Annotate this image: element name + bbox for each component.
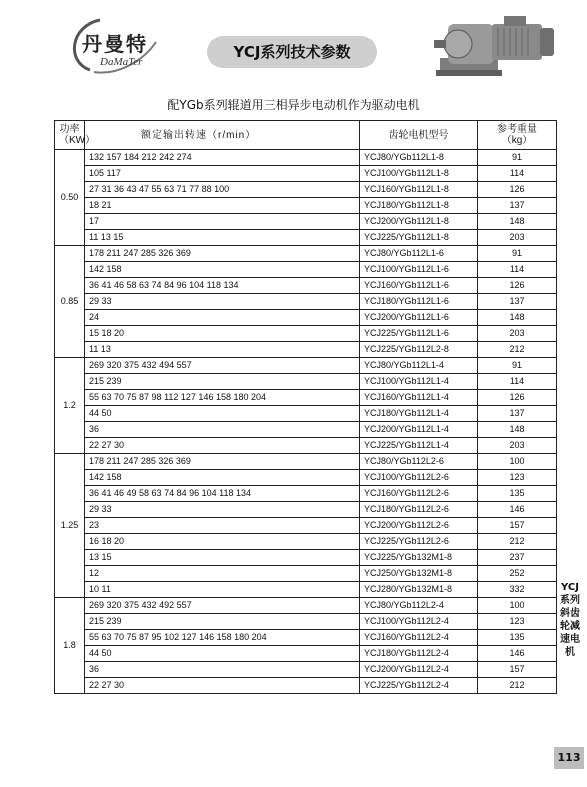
weight-cell: 212	[478, 534, 557, 550]
model-cell: YCJ180/YGb112L2-4	[360, 646, 478, 662]
table-row	[55, 486, 557, 502]
table-row	[55, 182, 557, 198]
logo-english-text: DaMaTer	[100, 56, 143, 68]
section-banner: YCJ系列技术参数	[207, 36, 377, 68]
table-row	[55, 342, 557, 358]
model-cell: YCJ225/YGb112L1-6	[360, 326, 478, 342]
table-row	[55, 566, 557, 582]
speed-cell: 105 117	[85, 166, 360, 182]
table-row	[55, 198, 557, 214]
power-cell: 0.85	[55, 246, 85, 358]
weight-cell: 203	[478, 438, 557, 454]
table-header-row	[55, 121, 557, 150]
weight-cell: 114	[478, 262, 557, 278]
table-row	[55, 246, 557, 262]
weight-cell: 157	[478, 518, 557, 534]
speed-cell: 44 50	[85, 646, 360, 662]
model-cell: YCJ100/YGb112L2-6	[360, 470, 478, 486]
speed-cell: 13 15	[85, 550, 360, 566]
speed-cell: 22 27 30	[85, 678, 360, 694]
speed-cell: 269 320 375 432 494 557	[85, 358, 360, 374]
table-row	[55, 598, 557, 614]
weight-cell: 148	[478, 422, 557, 438]
power-cell: 1.2	[55, 358, 85, 454]
model-cell: YCJ225/YGb112L2-4	[360, 678, 478, 694]
model-cell: YCJ225/YGb112L1-4	[360, 438, 478, 454]
speed-cell: 11 13 15	[85, 230, 360, 246]
model-cell: YCJ180/YGb112L2-6	[360, 502, 478, 518]
speed-cell: 55 63 70 75 87 95 102 127 146 158 180 204	[85, 630, 360, 646]
weight-cell: 148	[478, 214, 557, 230]
logo-chinese-text: 丹曼特	[82, 32, 148, 56]
model-cell: YCJ200/YGb112L2-6	[360, 518, 478, 534]
table-row	[55, 214, 557, 230]
weight-cell: 332	[478, 582, 557, 598]
model-cell: YCJ200/YGb112L1-6	[360, 310, 478, 326]
speed-cell: 12	[85, 566, 360, 582]
model-cell: YCJ225/YGb112L1-8	[360, 230, 478, 246]
model-cell: YCJ100/YGb112L1-8	[360, 166, 478, 182]
weight-cell: 126	[478, 390, 557, 406]
table-row	[55, 374, 557, 390]
table-row	[55, 582, 557, 598]
speed-cell: 44 50	[85, 406, 360, 422]
weight-cell: 91	[478, 358, 557, 374]
power-cell: 1.25	[55, 454, 85, 598]
weight-cell: 237	[478, 550, 557, 566]
spec-table-body	[55, 150, 557, 694]
speed-cell: 269 320 375 432 492 557	[85, 598, 360, 614]
model-cell: YCJ180/YGb112L1-4	[360, 406, 478, 422]
speed-cell: 55 63 70 75 87 98 112 127 146 158 180 204	[85, 390, 360, 406]
weight-cell: 123	[478, 614, 557, 630]
header-power	[55, 121, 96, 150]
weight-cell: 126	[478, 278, 557, 294]
weight-cell: 114	[478, 166, 557, 182]
model-cell: YCJ225/YGb112L2-6	[360, 534, 478, 550]
table-row	[55, 230, 557, 246]
table-row	[55, 662, 557, 678]
model-cell: YCJ160/YGb112L1-6	[360, 278, 478, 294]
speed-cell: 132 157 184 212 242 274	[85, 150, 360, 166]
weight-cell: 114	[478, 374, 557, 390]
table-row	[55, 262, 557, 278]
model-cell: YCJ80/YGb112L1-6	[360, 246, 478, 262]
weight-cell: 212	[478, 342, 557, 358]
speed-cell: 178 211 247 285 326 369	[85, 454, 360, 470]
weight-cell: 146	[478, 646, 557, 662]
table-row	[55, 422, 557, 438]
spec-table	[54, 120, 557, 694]
model-cell: YCJ225/YGb132M1-8	[360, 550, 478, 566]
weight-cell: 100	[478, 598, 557, 614]
model-cell: YCJ180/YGb112L1-6	[360, 294, 478, 310]
model-cell: YCJ100/YGb112L1-6	[360, 262, 478, 278]
speed-cell: 36	[85, 662, 360, 678]
table-row	[55, 150, 557, 166]
weight-cell: 157	[478, 662, 557, 678]
model-cell: YCJ180/YGb112L1-8	[360, 198, 478, 214]
table-row	[55, 454, 557, 470]
weight-cell: 137	[478, 406, 557, 422]
table-row	[55, 678, 557, 694]
speed-cell: 15 18 20	[85, 326, 360, 342]
page-number: 113	[554, 747, 584, 769]
model-cell: YCJ100/YGb112L2-4	[360, 614, 478, 630]
model-cell: YCJ225/YGb112L2-8	[360, 342, 478, 358]
speed-cell: 178 211 247 285 326 369	[85, 246, 360, 262]
model-cell: YCJ160/YGb112L2-4	[360, 630, 478, 646]
speed-cell: 27 31 36 43 47 55 63 71 77 88 100	[85, 182, 360, 198]
model-cell: YCJ160/YGb112L2-6	[360, 486, 478, 502]
speed-cell: 18 21	[85, 198, 360, 214]
speed-cell: 10 11	[85, 582, 360, 598]
speed-cell: 23	[85, 518, 360, 534]
speed-cell: 36	[85, 422, 360, 438]
speed-cell: 142 158	[85, 262, 360, 278]
table-row	[55, 326, 557, 342]
header-power-label: 功率 （KW）	[59, 124, 96, 146]
side-category-label: YCJ系列斜齿轮减速电机	[560, 582, 580, 658]
table-row	[55, 614, 557, 630]
table-row	[55, 550, 557, 566]
model-cell: YCJ100/YGb112L1-4	[360, 374, 478, 390]
table-row	[55, 470, 557, 486]
model-cell: YCJ80/YGb112L1-8	[360, 150, 478, 166]
table-row	[55, 534, 557, 550]
model-cell: YCJ200/YGb112L1-4	[360, 422, 478, 438]
weight-cell: 135	[478, 486, 557, 502]
speed-cell: 29 33	[85, 294, 360, 310]
brand-logo	[60, 12, 170, 78]
power-cell: 0.50	[55, 150, 85, 246]
weight-cell: 148	[478, 310, 557, 326]
speed-cell: 11 13	[85, 342, 360, 358]
weight-cell: 212	[478, 678, 557, 694]
speed-cell: 24	[85, 310, 360, 326]
model-cell: YCJ200/YGb112L1-8	[360, 214, 478, 230]
gear-motor-image	[434, 10, 559, 82]
speed-cell: 17	[85, 214, 360, 230]
speed-cell: 215 239	[85, 374, 360, 390]
model-cell: YCJ250/YGb132M1-8	[360, 566, 478, 582]
table-row	[55, 630, 557, 646]
weight-cell: 126	[478, 182, 557, 198]
weight-cell: 137	[478, 198, 557, 214]
weight-cell: 252	[478, 566, 557, 582]
table-row	[55, 310, 557, 326]
model-cell: YCJ280/YGb132M1-8	[360, 582, 478, 598]
weight-cell: 100	[478, 454, 557, 470]
header-weight	[478, 121, 557, 150]
table-row	[55, 390, 557, 406]
weight-cell: 91	[478, 150, 557, 166]
table-row	[55, 278, 557, 294]
model-cell: YCJ80/YGb112L1-4	[360, 358, 478, 374]
weight-cell: 137	[478, 294, 557, 310]
header-speed: 额定输出转速（r/min）	[85, 121, 360, 150]
weight-cell: 146	[478, 502, 557, 518]
power-cell: 1.8	[55, 598, 85, 694]
header-model: 齿轮电机型号	[360, 121, 478, 150]
table-row	[55, 646, 557, 662]
speed-cell: 16 18 20	[85, 534, 360, 550]
table-row	[55, 518, 557, 534]
model-cell: YCJ80/YGb112L2-4	[360, 598, 478, 614]
weight-cell: 203	[478, 230, 557, 246]
speed-cell: 142 158	[85, 470, 360, 486]
speed-cell: 29 33	[85, 502, 360, 518]
weight-cell: 203	[478, 326, 557, 342]
weight-cell: 135	[478, 630, 557, 646]
table-row	[55, 438, 557, 454]
model-cell: YCJ160/YGb112L1-4	[360, 390, 478, 406]
page-title: 配YGb系列辊道用三相异步电动机作为驱动电机	[167, 98, 420, 112]
weight-cell: 91	[478, 246, 557, 262]
model-cell: YCJ160/YGb112L1-8	[360, 182, 478, 198]
table-row	[55, 502, 557, 518]
table-row	[55, 406, 557, 422]
table-row	[55, 358, 557, 374]
table-row	[55, 166, 557, 182]
speed-cell: 22 27 30	[85, 438, 360, 454]
model-cell: YCJ200/YGb112L2-4	[360, 662, 478, 678]
speed-cell: 215 239	[85, 614, 360, 630]
table-row	[55, 294, 557, 310]
weight-cell: 123	[478, 470, 557, 486]
speed-cell: 36 41 46 49 58 63 74 84 96 104 118 134	[85, 486, 360, 502]
header-weight-label: 参考重量 （kg）	[497, 124, 537, 146]
model-cell: YCJ80/YGb112L2-6	[360, 454, 478, 470]
speed-cell: 36 41 46 58 63 74 84 96 104 118 134	[85, 278, 360, 294]
